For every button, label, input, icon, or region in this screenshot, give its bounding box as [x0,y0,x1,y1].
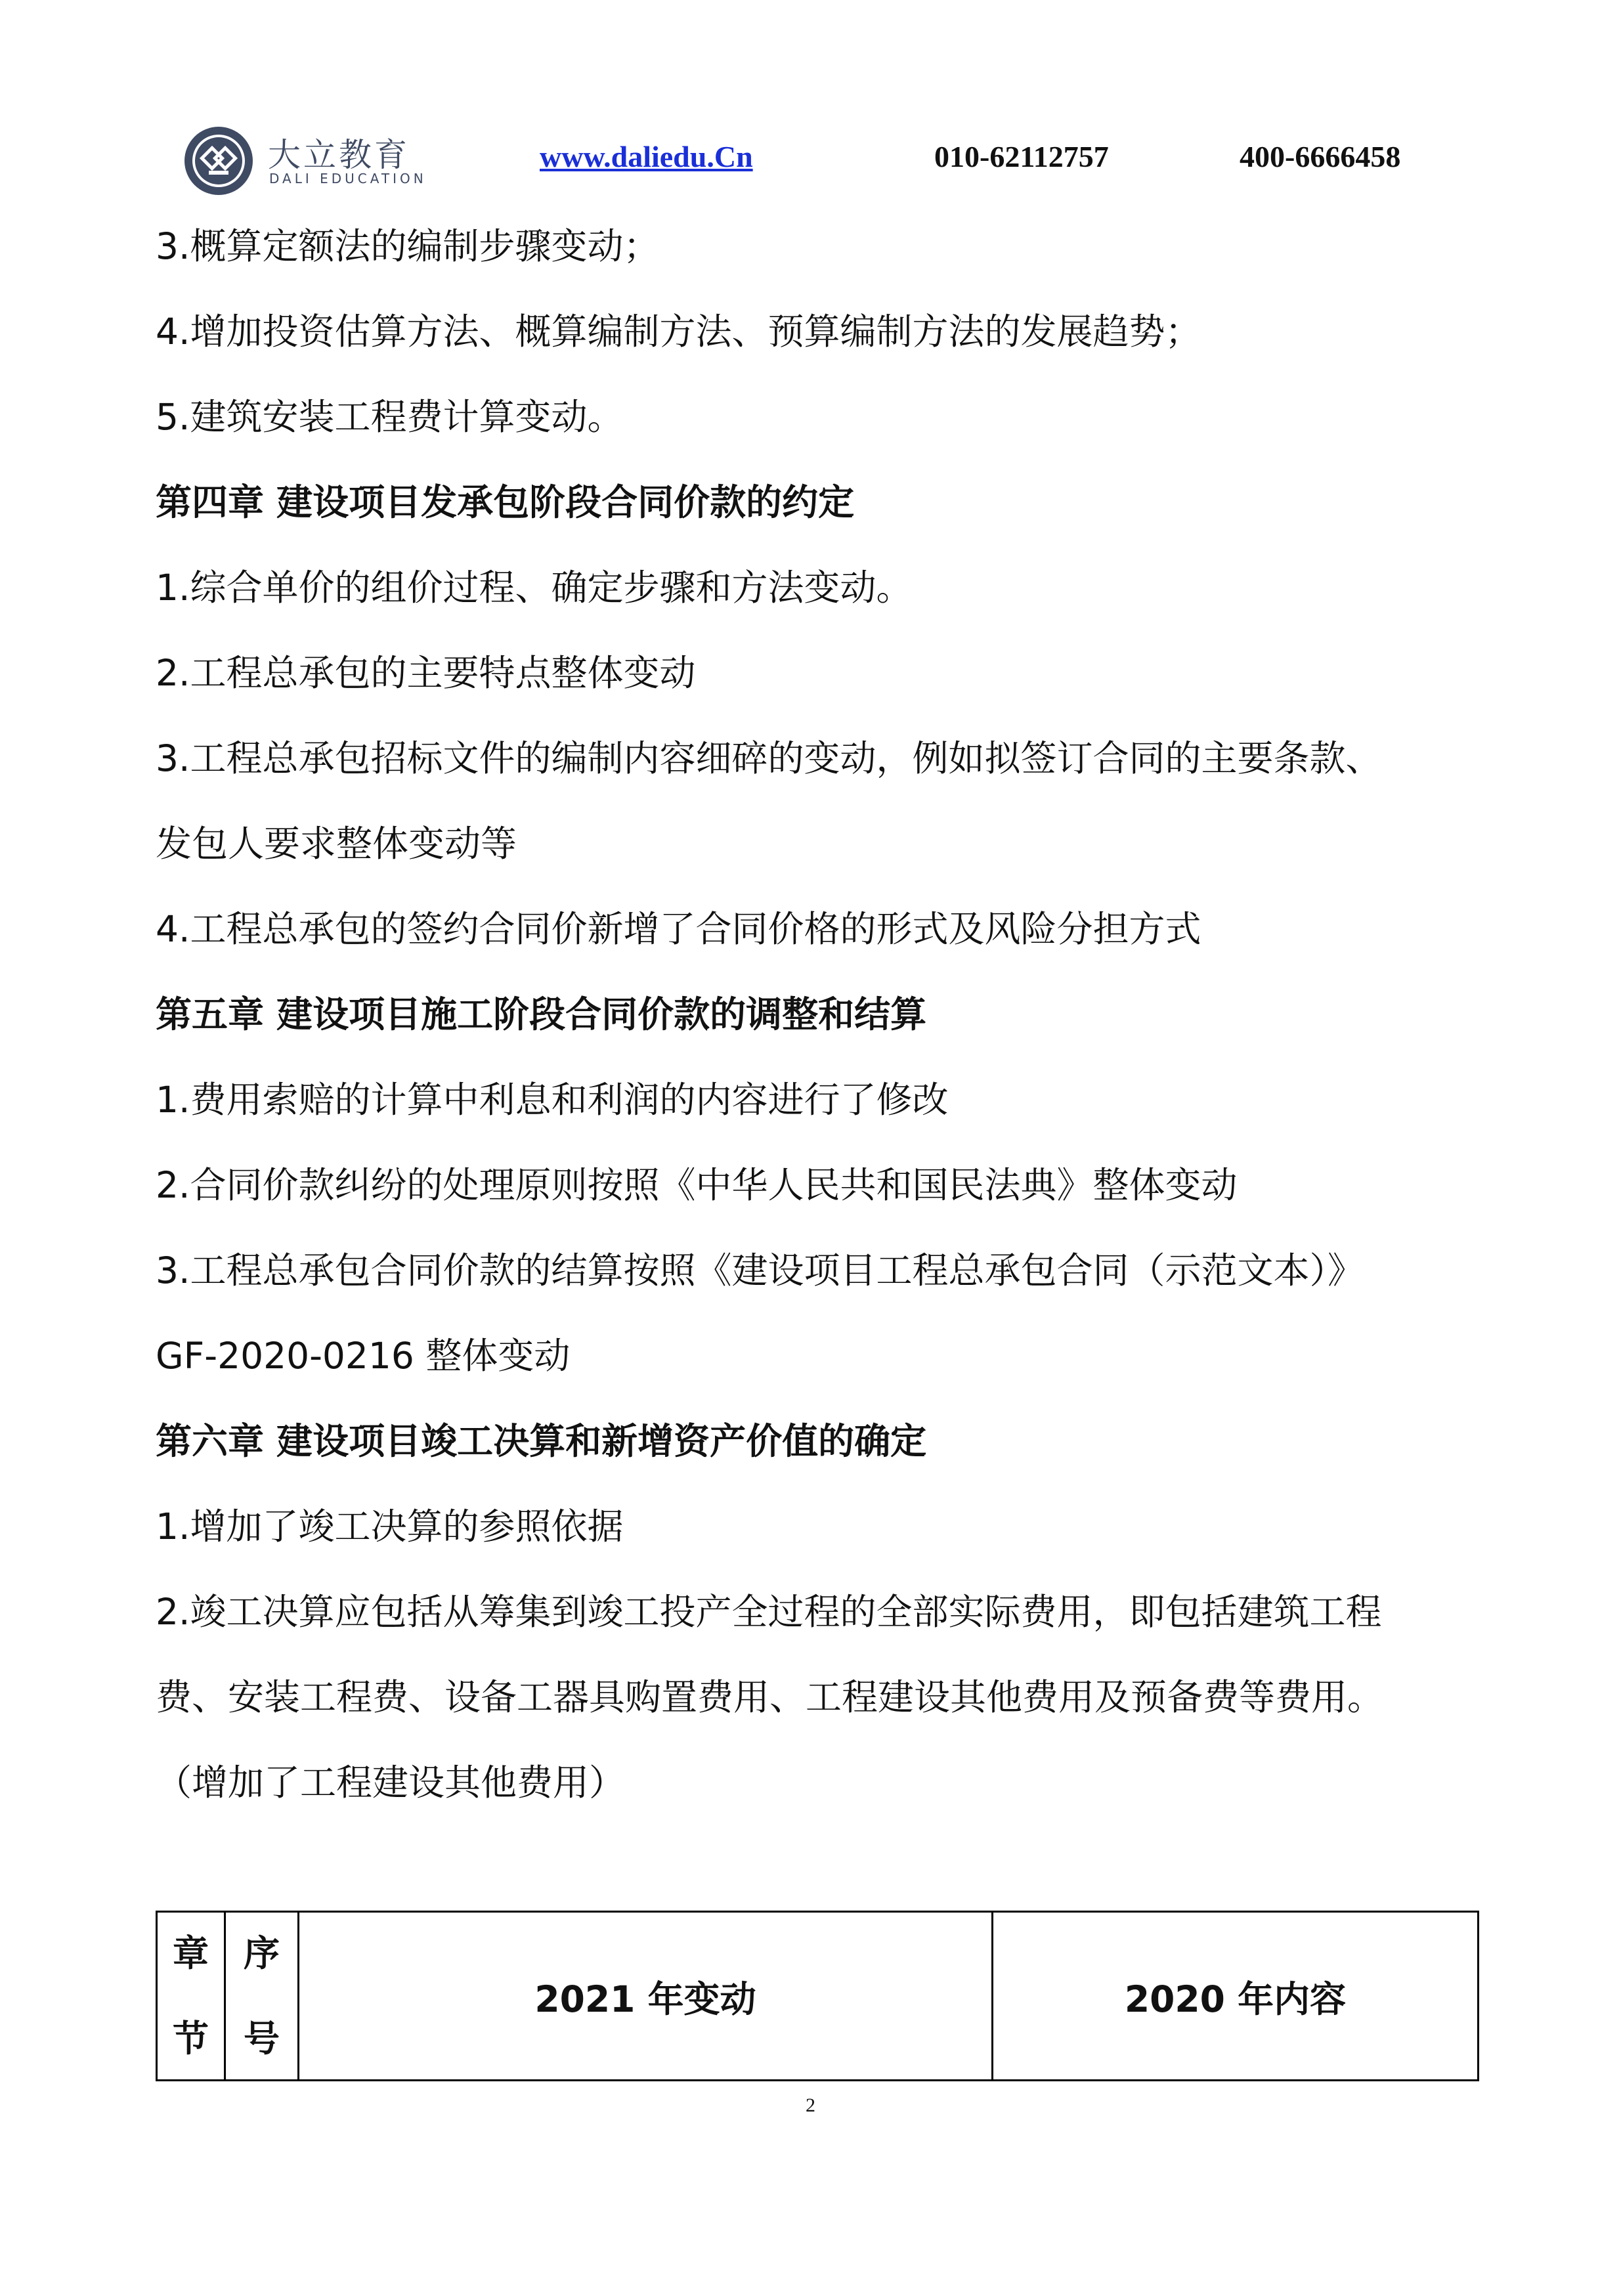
text-line: 发包人要求整体变动等 [156,823,517,865]
text-line: 4.工程总承包的签约合同价新增了合同价格的形式及风险分担方式 [156,908,1201,950]
text-line: 1.增加了竣工决算的参照依据 [156,1505,624,1548]
text-line: 1.费用索赔的计算中利息和利润的内容进行了修改 [156,1079,949,1121]
logo-chinese-name: 大立教育 [268,136,410,174]
table-header-2020-content: 2020 年内容 [1124,1978,1347,2020]
text-line: 1.综合单价的组价过程、确定步骤和方法变动。 [156,567,913,609]
table-header-number-char: 序 [243,1932,280,1974]
text-line: 费、安装工程费、设备工器具购置费用、工程建设其他费用及预备费等费用。 [156,1676,1384,1718]
document-body [156,204,1482,1825]
chapter-heading: 第六章 建设项目竣工决算和新增资产价值的确定 [156,1420,927,1462]
table-header-number [226,1913,299,2079]
text-line: 3.概算定额法的编制步骤变动； [156,225,660,267]
chapter-heading: 第五章 建设项目施工阶段合同价款的调整和结算 [156,993,927,1035]
page-number: 2 [806,2094,815,2116]
comparison-table-header [156,1911,1479,2081]
text-line: 2.合同价款纠纷的处理原则按照《中华人民共和国民法典》整体变动 [156,1164,1238,1206]
table-header-chapter [158,1913,226,2079]
text-line: 5.建筑安装工程费计算变动。 [156,396,624,438]
phone-number-1: 010-62112757 [934,140,1109,173]
chapter-heading: 第四章 建设项目发承包阶段合同价款的约定 [156,481,855,523]
text-line: 3.工程总承包招标文件的编制内容细碎的变动，例如拟签订合同的主要条款、 [156,737,1382,779]
table-header-number-char: 号 [243,2018,280,2060]
logo [183,125,427,197]
phone-number-2: 400-6666458 [1240,140,1401,173]
page-header [0,0,1621,210]
text-line: 3.工程总承包合同价款的结算按照《建设项目工程总承包合同（示范文本）》 [156,1249,1364,1291]
logo-english-name: DALI EDUCATION [269,171,427,186]
website-link[interactable]: www.daliedu.Cn [540,140,753,173]
table-header-2021-changes: 2021 年变动 [299,1913,993,2079]
text-line: GF-2020-0216 整体变动 [156,1335,571,1377]
dali-education-logo-icon [183,125,255,197]
text-line: 2.竣工决算应包括从筹集到竣工投产全过程的全部实际费用，即包括建筑工程 [156,1591,1382,1633]
text-line: 4.增加投资估算方法、概算编制方法、预算编制方法的发展趋势； [156,311,1201,353]
text-line: （增加了工程建设其他费用） [156,1762,626,1804]
table-header-chapter-char: 章 [172,1932,209,1974]
text-line: 2.工程总承包的主要特点整体变动 [156,652,696,694]
table-header-chapter-char: 节 [172,2018,209,2060]
